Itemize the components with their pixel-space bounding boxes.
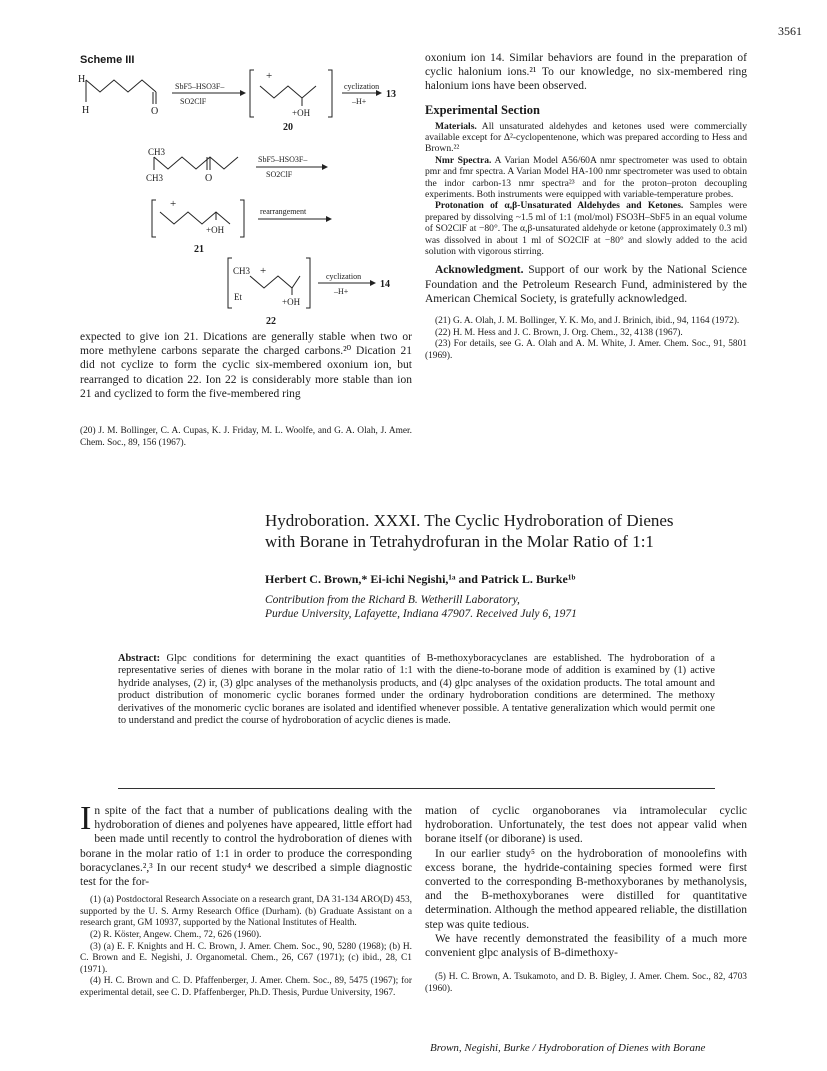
svg-text:+: + — [266, 70, 273, 82]
footnote-5: (5) H. C. Brown, A. Tsukamoto, and D. B. Bigley, J. Amer. Chem. Soc., 82, 4703 (1960). — [425, 972, 747, 994]
abstract — [118, 653, 715, 727]
reagent-bottom: SO2ClF — [180, 97, 207, 106]
scheme-diagram — [70, 62, 415, 327]
oh-label: +OH — [292, 108, 311, 118]
et-label: Et — [234, 292, 242, 302]
contribution: Contribution from the Richard B. Wetherill Laboratory, Purdue University, Lafayette, Indiana 47907. Received July 6, 1971 — [265, 594, 577, 620]
scheme-title: Scheme III — [80, 54, 135, 66]
protonation-heading: Protonation of α,β-Unsaturated Aldehydes and Ketones. — [435, 200, 684, 212]
nmr-heading: Nmr Spectra. — [435, 154, 492, 166]
ion-22: 22 — [266, 316, 276, 327]
cyc-top: cyclization — [326, 272, 362, 281]
ch3-label: CH3 — [148, 147, 166, 157]
o-label: O — [205, 173, 213, 184]
page-number: 3561 — [778, 24, 802, 38]
cyc-bottom: –H+ — [334, 287, 349, 296]
nmr-text: A Varian Model A56/60A nmr spectrometer was used to obtain pmr and fmr spectra. A Varian Model HA-100 nmr spectrometer was used to obtain the indor carbon-13 nmr spectra²³ and for the proton–proton decoupling experiments. Both instruments were equipped with variable-temperature probes. — [425, 154, 747, 201]
left-column-bottom — [80, 800, 412, 1000]
svg-text:+: + — [170, 198, 177, 210]
drop-cap: I — [80, 800, 92, 837]
footnote-22: (22) H. M. Hess and J. C. Brown, J. Org. Chem., 32, 4138 (1967). — [435, 327, 683, 338]
oh-label: +OH — [206, 225, 225, 235]
footnote-23: (23) For details, see G. A. Olah and A. M. White, J. Amer. Chem. Soc., 91, 5801 (1969). — [425, 339, 747, 361]
authors: Herbert C. Brown,* Ei-ichi Negishi,¹ᵃ and Patrick L. Burke¹ᵇ — [265, 572, 576, 586]
ion-20: 20 — [283, 122, 293, 133]
cyc-top: cyclization — [344, 82, 380, 91]
right-paragraph-2: In our earlier study⁵ on the hydroboration of monoolefins with excess borane, the hydride-containing species formed were first converted to the corresponding B-methoxyboranes by methanolysis, and the B-methoxyboranes were distilled for quantitative determination. Although the method appeared reliable, the distillation step was quite tedious. — [425, 847, 747, 931]
product-14: 14 — [380, 279, 390, 290]
acknowledgment-text: Support of our work by the National Science Foundation and the Petroleum Research Fund, administered by the American Chemical Society, is gratefully acknowledged. — [425, 264, 747, 305]
reagent-top: SbF5–HSO3F– — [175, 82, 225, 91]
ch3-label: CH3 — [146, 173, 164, 183]
experimental-heading: Experimental Section — [425, 102, 540, 117]
reagent-top: SbF5–HSO3F– — [258, 155, 308, 164]
h-label: H — [82, 105, 90, 116]
right-paragraph-3: We have recently demonstrated the feasibility of a much more convenient glpc analysis of B-dimethoxy- — [425, 932, 747, 960]
footnote-20: (20) J. M. Bollinger, C. A. Cupas, K. J. Friday, M. L. Woolfe, and G. A. Olah, J. Amer. Chem. Soc., 89, 156 (1967). — [80, 426, 412, 448]
right-top-paragraph: oxonium ion 14. Similar behaviors are found in the preparation of cyclic halonium ions.²¹ To our knowledge, no six-membered ring halonium ions have been observed. — [425, 52, 747, 93]
h-label: H — [78, 74, 86, 85]
left-top-paragraph: expected to give ion 21. Dications are generally stable when two or more methylene carbons separate the charged carbons.²⁰ Dication 21 did not cyclize to form the cyclic six-membered oxonium ion, but rearranged to dication 22. Ion 22 is considerably more stable than ion 21 and cyclized to form the five-membered ring — [80, 331, 412, 400]
right-paragraph-1: mation of cyclic organoboranes via intramolecular cyclic hydroboration. Unfortunately, the test does not appear valid when borane itself (or diborane) is used. — [425, 805, 747, 846]
footnote-21: (21) G. A. Olah, J. M. Bollinger, Y. K. Mo, and J. Brinich, ibid., 94, 1164 (1972). — [435, 316, 740, 327]
reagent-bottom: SO2ClF — [266, 170, 293, 179]
product-13: 13 — [386, 89, 396, 100]
running-footer: Brown, Negishi, Burke / Hydroboration of Dienes with Borane — [430, 1042, 706, 1054]
abstract-label: Abstract: — [118, 653, 161, 664]
materials-text: All unsaturated aldehydes and ketones used were commercially available except for Δ²-cyclopentenone, which was prepared according to Hess and Brown.²² — [425, 120, 747, 155]
right-column-top — [425, 51, 747, 362]
article-title: Hydroboration. XXXI. The Cyclic Hydroboration of Dienes with Borane in Tetrahydrofuran in the Molar Ratio of 1:1 — [265, 511, 674, 551]
ch3-label: CH3 — [233, 266, 251, 276]
footnote-1: (1) (a) Postdoctoral Research Associate on a research grant, DA 31-134 ARO(D) 453, supported by the U. S. Army Research Office (Durham). (b) Graduate Assistant on a research grant, GM 10937, supported by the National Institutes of Health. — [80, 895, 412, 929]
right-column-bottom — [425, 804, 747, 995]
svg-text:+: + — [260, 265, 267, 277]
protonation-text: Samples were prepared by dissolving ~1.5 ml of 1:1 (mol/mol) FSO3H–SbF5 in an equal volume of SO2ClF at −80°. The α,β-unsaturated aldehyde or ketone (approximately 0.3 ml) was dissolved in about 1 ml of SO2ClF at −80° and slowly added to the acid solution with vigorous stirring. — [425, 200, 747, 258]
footnote-3: (3) (a) E. F. Knights and H. C. Brown, J. Amer. Chem. Soc., 90, 5280 (1968); (b) H. C. Brown and E. Negishi, J. Organometal. Chem., 26, C67 (1971); (c) ibid., 28, C1 (1971). — [80, 941, 412, 975]
intro-paragraph: n spite of the fact that a number of publications dealing with the hydroboration of dienes and polyenes have appeared, little effort had been made until recently to control the hydroboration of dienes with borane in the molar ratio of 1:1 in order to produce the corresponding boracyclanes.²,³ In our recent study⁴ we described a simple diagnostic test for the for- — [80, 805, 412, 889]
acknowledgment-heading: Acknowledgment. — [435, 264, 524, 277]
footnote-4: (4) H. C. Brown and C. D. Pfaffenberger, J. Amer. Chem. Soc., 89, 5475 (1967); for experimental detail, see C. D. Pfaffenberger, Ph.D. Thesis, Purdue University, 1967. — [80, 976, 412, 998]
ion-21: 21 — [194, 244, 204, 255]
aldehyde-chain — [86, 80, 156, 92]
abstract-rule — [118, 788, 715, 789]
o-label: O — [151, 106, 159, 117]
cyc-bottom: –H+ — [352, 97, 367, 106]
footnote-2: (2) R. Köster, Angew. Chem., 72, 626 (1960). — [90, 930, 262, 940]
rearrangement-label: rearrangement — [260, 207, 307, 216]
abstract-text: Glpc conditions for determining the exact quantities of B-methoxyboracyclanes are established. The hydroboration of a representative series of dienes with borane in the molar ratio of 1:1 with the diene-to-borane mode of addition is examined by (1) active hydride analyses, (2) ir, (3) glpc analyses of the methanolysis products, and (4) glpc analyses of the oxidation products. The total amount and product distribution of monomeric cyclic boranes formed under the ordinary hydroboration conditions are determined. The methoxy derivatives of the monomeric cyclic boranes are isolated and identified whenever possible. A tentative generalization which would permit one to understand and predict the course of hydroboration of acyclic dienes is made. — [118, 653, 715, 727]
oh-label: +OH — [282, 297, 301, 307]
materials-heading: Materials. — [435, 120, 477, 132]
